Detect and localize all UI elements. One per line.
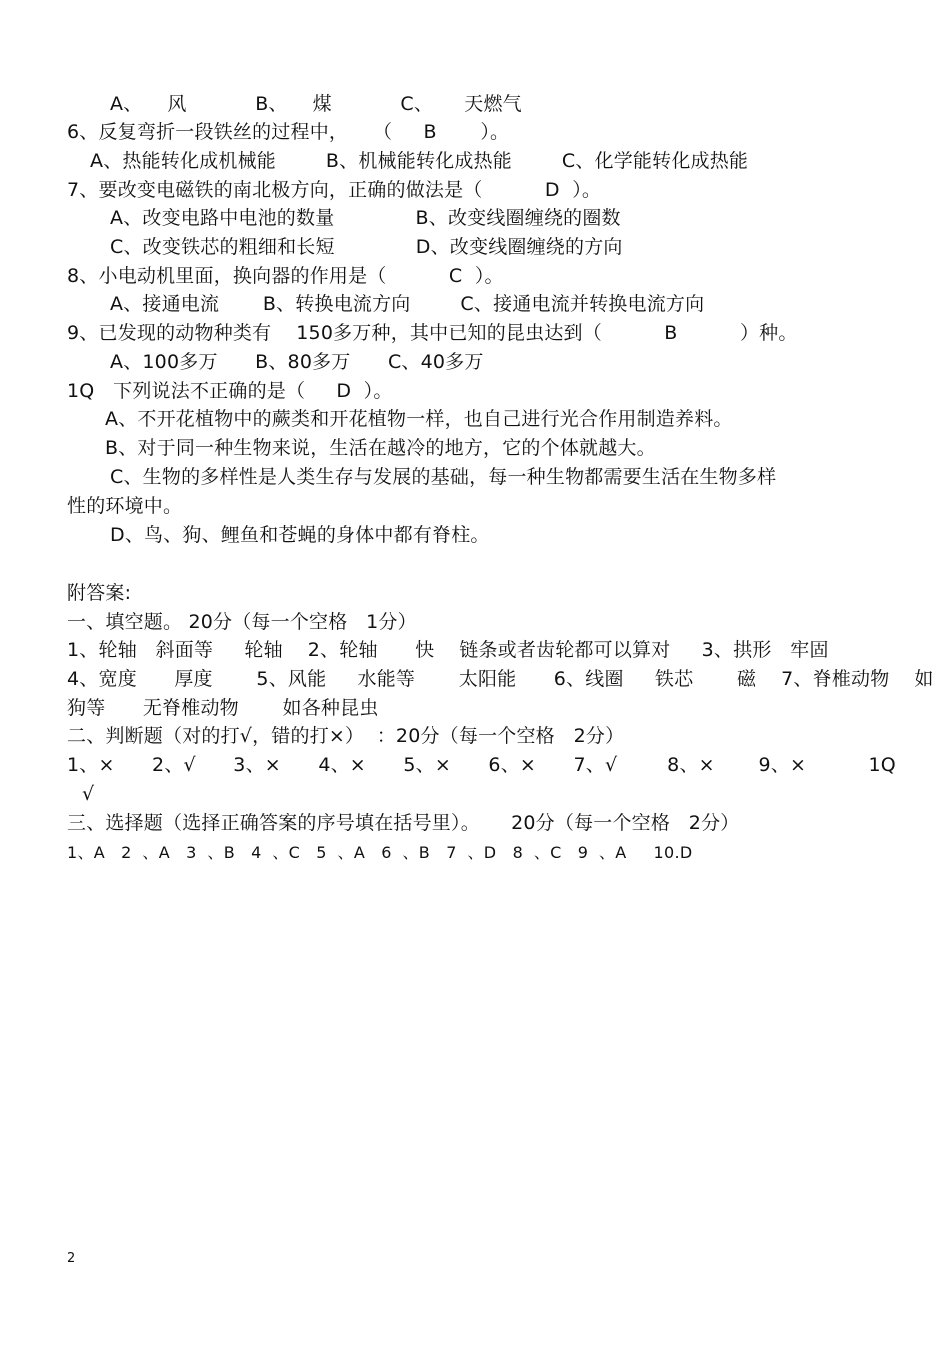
question-7-options-2: C、改变铁芯的粗细和长短 D、改变线圈缠绕的方向 <box>110 236 623 258</box>
question-10-option-a: A、不开花植物中的蕨类和开花植物一样，也自己进行光合作用制造养料。 <box>105 408 733 430</box>
answers-section-1-line-2: 4、宽度 厚度 5、风能 水能等 太阳能 6、线圈 铁芯 磁 7、脊椎动物 如 <box>67 668 934 690</box>
question-10: 1Q 下列说法不正确的是（ D ）。 <box>67 380 393 402</box>
question-9: 9、已发现的动物种类有 150多万种，其中已知的昆虫达到（ B ）种。 <box>67 322 798 344</box>
answers-section-1-line-3: 狗等 无脊椎动物 如各种昆虫 <box>67 697 379 719</box>
question-10-option-c-line2: 性的环境中。 <box>67 495 183 517</box>
question-10-option-c-line1: C、生物的多样性是人类生存与发展的基础，每一种生物都需要生活在生物多样 <box>110 466 777 488</box>
answers-section-3-title: 三、选择题（选择正确答案的序号填在括号里）。 20分（每一个空格 2分） <box>67 812 740 834</box>
question-7-options-1: A、改变电路中电池的数量 B、改变线圈缠绕的圈数 <box>110 207 621 229</box>
question-8: 8、小电动机里面，换向器的作用是（ C ）。 <box>67 265 504 287</box>
question-7: 7、要改变电磁铁的南北极方向，正确的做法是（ D ）。 <box>67 179 602 201</box>
answers-heading: 附答案: <box>67 582 132 604</box>
question-10-option-b: B、对于同一种生物来说，生活在越冷的地方，它的个体就越大。 <box>105 437 656 459</box>
answers-section-1-line-1: 1、轮轴 斜面等 轮轴 2、轮轴 快 链条或者齿轮都可以算对 3、拱形 牢固 <box>67 639 829 661</box>
question-10-option-d: D、鸟、狗、鲤鱼和苍蝇的身体中都有脊柱。 <box>110 524 490 546</box>
answers-section-2-line-1: 1、× 2、√ 3、× 4、× 5、× 6、× 7、√ 8、× 9、× 1Q <box>67 754 896 776</box>
question-5-options: A、 风 B、 煤 C、 天燃气 <box>110 93 522 115</box>
answers-section-2-title: 二、判断题（对的打√，错的打×） ：20分（每一个空格 2分） <box>67 725 625 747</box>
page-number: 2 <box>67 1251 76 1266</box>
question-6-options: A、热能转化成机械能 B、机械能转化成热能 C、化学能转化成热能 <box>90 150 749 172</box>
answers-section-1-title: 一、填空题。 20分（每一个空格 1分） <box>67 611 417 633</box>
question-6: 6、反复弯折一段铁丝的过程中， （ B ）。 <box>67 121 510 143</box>
question-8-options: A、接通电流 B、转换电流方向 C、接通电流并转换电流方向 <box>110 293 705 315</box>
answers-section-2-line-2: √ <box>82 783 95 805</box>
question-9-options: A、100多万 B、80多万 C、40多万 <box>110 351 484 373</box>
answers-section-3-line-1: 1、A 2 、A 3 、B 4 、C 5 、A 6 、B 7 、D 8 、C 9 、A 10.D <box>67 843 693 862</box>
